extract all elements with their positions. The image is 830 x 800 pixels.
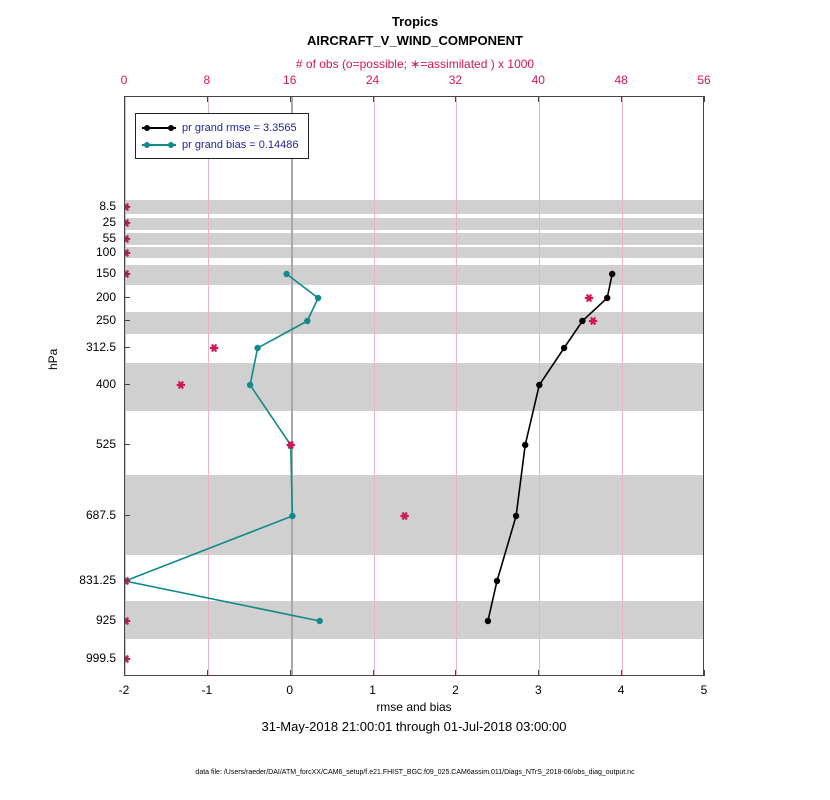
x-axis-bottom-tick-label: 2	[452, 683, 459, 697]
tick-mark	[124, 384, 130, 385]
x-axis-top-tick-label: 24	[365, 73, 380, 87]
tick-mark	[124, 222, 130, 223]
series-marker	[513, 513, 519, 519]
x-axis-top-tick-label: 0	[120, 73, 128, 87]
series-marker	[304, 318, 310, 324]
obs-marker	[400, 512, 408, 519]
obs-marker	[124, 577, 130, 584]
obs-marker	[124, 235, 130, 242]
legend	[135, 113, 309, 159]
tick-mark	[704, 670, 705, 676]
tick-mark	[124, 297, 130, 298]
obs-marker	[589, 317, 597, 324]
tick-mark	[373, 670, 374, 676]
y-axis-tick-label: 100	[95, 245, 116, 259]
series-marker	[604, 295, 610, 301]
legend-item	[142, 136, 299, 153]
obs-marker	[124, 249, 130, 256]
tick-mark	[124, 320, 130, 321]
x-axis-bottom-tick-label: 0	[286, 683, 294, 697]
plot-area	[124, 96, 704, 676]
series-marker	[536, 382, 542, 388]
series-marker	[561, 345, 567, 351]
series-marker	[485, 618, 491, 624]
x-axis-top-tick-label: 56	[697, 73, 711, 87]
obs-marker	[124, 219, 130, 226]
tick-mark	[124, 96, 125, 102]
tick-mark	[621, 96, 622, 102]
tick-mark	[538, 670, 539, 676]
series-marker	[317, 618, 323, 624]
x-axis-bottom-tick-label: -1	[201, 683, 213, 697]
obs-marker	[124, 655, 130, 662]
tick-mark	[124, 580, 130, 581]
y-axis-tick-label: 312.5	[85, 340, 116, 354]
x-axis-top-tick-label: 32	[448, 73, 463, 87]
legend-item	[142, 119, 299, 136]
tick-mark	[373, 96, 374, 102]
obs-marker	[585, 294, 593, 301]
y-axis-tick-label: 687.5	[85, 508, 116, 522]
x-axis-bottom-tick-label: -2	[118, 683, 130, 697]
tick-mark	[124, 252, 130, 253]
legend-label-bias: pr grand bias = 0.14486	[182, 138, 299, 151]
x-axis-top-tick-label: 40	[531, 73, 545, 87]
y-axis-tick-label: 999.5	[85, 651, 116, 665]
y-axis-label: hPa	[46, 348, 60, 370]
tick-mark	[704, 96, 705, 102]
x-axis-bottom-tick-label: 4	[617, 683, 625, 697]
x-axis-label: rmse and bias	[376, 700, 452, 714]
y-axis-tick-label: 200	[95, 290, 116, 304]
series-marker	[289, 513, 295, 519]
tick-mark	[124, 444, 130, 445]
obs-marker	[124, 203, 130, 210]
chart-title-region: Tropics	[391, 14, 439, 29]
obs-marker	[124, 270, 130, 277]
tick-mark	[290, 670, 291, 676]
tick-mark	[124, 620, 130, 621]
tick-mark	[124, 658, 130, 659]
y-axis-tick-label: 831.25	[79, 573, 116, 587]
legend-swatch-bias	[142, 139, 176, 151]
y-axis-tick-label: 8.5	[99, 199, 116, 213]
series-marker	[247, 382, 253, 388]
tick-mark	[538, 96, 539, 102]
tick-mark	[455, 670, 456, 676]
tick-mark	[207, 670, 208, 676]
x-axis-top-tick-label: 16	[283, 73, 297, 87]
y-axis-tick-label: 25	[102, 215, 116, 229]
series-marker	[315, 295, 321, 301]
y-axis-tick-label: 400	[95, 377, 116, 391]
tick-mark	[621, 670, 622, 676]
obs-marker	[210, 344, 218, 351]
date-range-label: 31-May-2018 21:00:01 through 01-Jul-2018 03:00:00	[261, 719, 567, 734]
legend-label-rmse: pr grand rmse = 3.3565	[182, 121, 297, 134]
tick-mark	[124, 273, 130, 274]
legend-swatch-rmse	[142, 122, 176, 134]
obs-marker	[177, 381, 185, 388]
series-marker	[283, 271, 289, 277]
series-marker	[579, 318, 585, 324]
series-overlay	[125, 97, 704, 676]
x-axis-top-tick-label: 8	[203, 73, 211, 87]
tick-mark	[124, 238, 130, 239]
tick-mark	[124, 515, 130, 516]
tick-mark	[290, 96, 291, 102]
tick-mark	[124, 206, 130, 207]
data-file-caption: data file: /Users/raeder/DAI/ATM_forcXX/CAM6_setup/f.e21.FHIST_BGC.f09_025.CAM6assim.011/Diags_NTrS_2018-06/obs_diag_output.nc	[195, 769, 635, 776]
series-marker	[254, 345, 260, 351]
series-line	[488, 274, 612, 621]
chart-title-variable: AIRCRAFT_V_WIND_COMPONENT	[307, 33, 523, 48]
series-marker	[609, 271, 615, 277]
tick-mark	[124, 670, 125, 676]
tick-mark	[455, 96, 456, 102]
obs-axis-title: # of obs (o=possible; ∗=assimilated ) x 1000	[295, 57, 535, 71]
obs-marker	[124, 617, 130, 624]
y-axis-tick-label: 925	[95, 613, 116, 627]
y-axis-tick-label: 150	[95, 266, 116, 280]
series-marker	[522, 442, 528, 448]
y-axis-tick-label: 525	[95, 437, 116, 451]
x-axis-top-tick-label: 48	[614, 73, 628, 87]
y-axis-tick-label: 250	[95, 313, 116, 327]
series-marker	[494, 578, 500, 584]
y-axis-tick-label: 55	[102, 231, 116, 245]
tick-mark	[207, 96, 208, 102]
x-axis-bottom-tick-label: 1	[369, 683, 376, 697]
x-axis-bottom-tick-label: 3	[534, 683, 542, 697]
x-axis-bottom-tick-label: 5	[700, 683, 708, 697]
tick-mark	[124, 347, 130, 348]
